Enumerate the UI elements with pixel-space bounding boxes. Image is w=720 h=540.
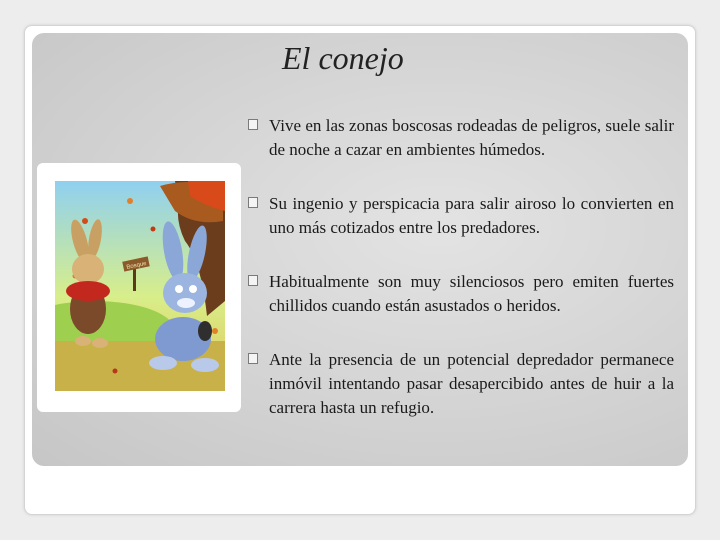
bullet-item — [248, 114, 674, 162]
sign-text: Bosque — [126, 260, 148, 271]
bullet-marker-icon — [248, 197, 258, 208]
bullet-list — [248, 114, 674, 420]
bullet-text: Habitualmente son muy silenciosos pero emiten fuertes chillidos cuando están asustados o heridos. — [269, 272, 674, 315]
slide-title: El conejo — [282, 40, 404, 76]
bullet-item — [248, 348, 674, 420]
bullet-item — [248, 192, 674, 240]
rabbits-cartoon-illustration — [55, 181, 225, 391]
bullet-marker-icon — [248, 119, 258, 130]
bullet-text: Su ingenio y perspicacia para salir airoso lo convierten en uno más cotizados entre los predadores. — [269, 194, 674, 237]
bullet-marker-icon — [248, 275, 258, 286]
bullet-marker-icon — [248, 353, 258, 364]
bullet-text: Ante la presencia de un potencial depredador permanece inmóvil intentando pasar desapercibido antes de huir a la carrera hasta un refugio. — [269, 350, 674, 417]
bullet-text: Vive en las zonas boscosas rodeadas de peligros, suele salir de noche a cazar en ambientes húmedos. — [269, 116, 674, 159]
bullet-item — [248, 270, 674, 318]
